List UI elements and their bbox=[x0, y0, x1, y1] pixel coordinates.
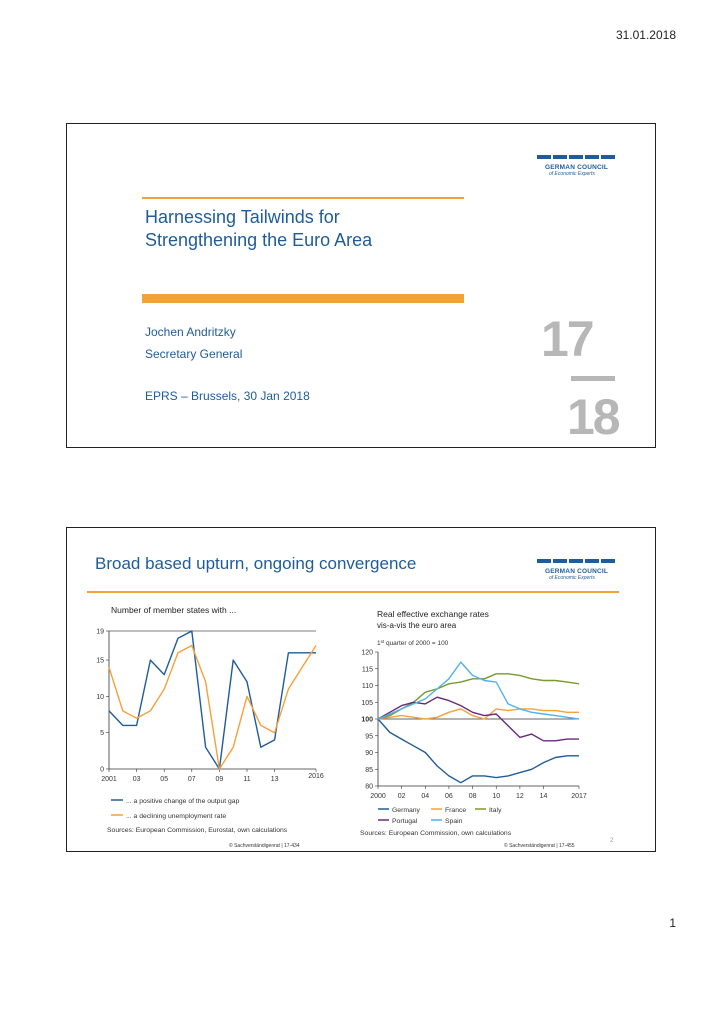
year-top: 17 bbox=[541, 311, 593, 367]
series-line-italy bbox=[378, 674, 579, 719]
x-tick-label: 10 bbox=[492, 793, 501, 800]
x-tick-label: 2017 bbox=[571, 793, 587, 800]
series-line-germany bbox=[378, 719, 579, 783]
x-tick-label: 06 bbox=[445, 793, 453, 800]
x-tick-label: 12 bbox=[515, 793, 524, 800]
x-tick-label: 11 bbox=[243, 776, 251, 783]
y-tick-label: 120 bbox=[361, 649, 373, 657]
x-tick-label: 03 bbox=[132, 776, 141, 783]
top-orange-rule bbox=[142, 197, 464, 199]
legend-output-gap: ... a positive change of the output gap bbox=[126, 798, 240, 805]
left-chart-title: Number of member states with ... bbox=[111, 605, 237, 615]
year-bottom: 18 bbox=[567, 389, 619, 445]
x-tick-label: 14 bbox=[539, 793, 548, 800]
y-tick-label: 10 bbox=[96, 693, 104, 701]
right-source: Sources: European Commission, own calculations bbox=[360, 830, 512, 837]
left-legend bbox=[111, 798, 240, 820]
left-credit: © Sachverständigenrat | 17-434 bbox=[229, 843, 300, 849]
author-role: Secretary General bbox=[145, 347, 243, 361]
event-info: EPRS – Brussels, 30 Jan 2018 bbox=[145, 389, 310, 403]
author-name: Jochen Andritzky bbox=[145, 325, 236, 339]
y-tick-label: 85 bbox=[365, 766, 373, 774]
legend-france: France bbox=[445, 807, 467, 814]
right-chart-title: Real effective exchange rates bbox=[377, 609, 489, 619]
logo-subtitle: of Economic Experts bbox=[549, 575, 595, 581]
y-tick-label: 105 bbox=[361, 699, 373, 707]
right-credit: © Sachverständigenrat | 17-455 bbox=[504, 843, 575, 849]
slide-number: 2 bbox=[610, 838, 614, 844]
logo-bars-icon bbox=[537, 146, 617, 164]
y-tick-label: 100 bbox=[361, 716, 373, 724]
y-tick-label: 80 bbox=[365, 783, 373, 791]
page-number: 1 bbox=[669, 916, 676, 930]
x-tick-label: 13 bbox=[270, 776, 279, 783]
slide-title: Broad based upturn, ongoing convergence bbox=[95, 554, 417, 573]
logo-subtitle: of Economic Experts bbox=[549, 171, 595, 177]
x-tick-label: 05 bbox=[160, 776, 169, 783]
legend-spain: Spain bbox=[445, 818, 463, 825]
x-tick-label: 2016 bbox=[308, 773, 324, 780]
legend-italy: Italy bbox=[489, 807, 502, 814]
y-tick-label: 5 bbox=[100, 730, 104, 738]
logo-title: GERMAN COUNCIL bbox=[545, 568, 609, 575]
legend-portugal: Portugal bbox=[392, 818, 418, 825]
x-tick-label: 07 bbox=[187, 776, 196, 783]
left-y-ticks bbox=[96, 629, 109, 774]
y-tick-label: 15 bbox=[96, 657, 104, 665]
y-tick-label: 95 bbox=[365, 733, 373, 741]
left-x-ticks bbox=[100, 766, 324, 783]
document-date: 31.01.2018 bbox=[615, 28, 676, 42]
right-plot bbox=[378, 652, 579, 786]
x-tick-label: 09 bbox=[215, 776, 224, 783]
year-divider bbox=[571, 376, 615, 381]
right-legend bbox=[378, 807, 502, 825]
council-logo bbox=[537, 146, 617, 177]
right-chart-subtitle: vis-a-vis the euro area bbox=[377, 621, 457, 630]
right-x-ticks bbox=[370, 786, 587, 800]
x-tick-label: 04 bbox=[421, 793, 430, 800]
y-tick-label: 19 bbox=[96, 628, 104, 636]
content-slide bbox=[66, 527, 656, 852]
y-tick-label: 115 bbox=[361, 666, 373, 674]
title-line-1: Harnessing Tailwinds for bbox=[145, 207, 340, 227]
right-y-ticks bbox=[361, 650, 378, 791]
legend-unemployment: ... a declining unemployment rate bbox=[126, 813, 227, 820]
charts-svg bbox=[67, 528, 655, 851]
y-tick-label: 90 bbox=[365, 750, 373, 757]
x-tick-label: 2000 bbox=[370, 793, 386, 800]
right-chart-note: 1st quarter of 2000 = 100 bbox=[377, 639, 449, 647]
x-tick-label: 2001 bbox=[101, 776, 117, 783]
x-tick-label: 02 bbox=[397, 793, 406, 800]
presentation-title bbox=[145, 206, 372, 252]
y-tick-label: 0 bbox=[100, 766, 104, 774]
legend-germany: Germany bbox=[392, 807, 420, 814]
y-tick-label: 110 bbox=[361, 683, 373, 690]
title-line-2: Strengthening the Euro Area bbox=[145, 230, 373, 250]
logo-title: GERMAN COUNCIL bbox=[545, 164, 609, 171]
title-slide bbox=[66, 123, 656, 448]
bottom-orange-bar bbox=[142, 294, 464, 303]
left-source: Sources: European Commission, Eurostat, own calculations bbox=[107, 827, 288, 834]
x-tick-label: 08 bbox=[468, 793, 477, 800]
left-plot bbox=[109, 631, 316, 769]
